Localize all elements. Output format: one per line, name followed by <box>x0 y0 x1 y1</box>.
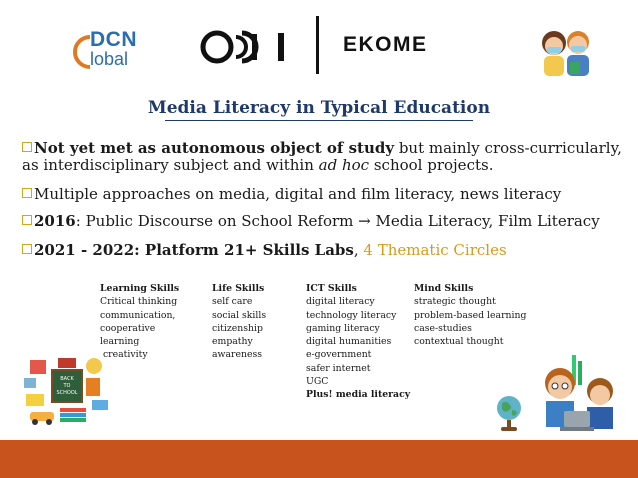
skill-item: strategic thought <box>414 296 496 308</box>
chalkboard-text: TO <box>63 383 71 389</box>
skill-item: digital humanities <box>306 336 392 348</box>
skill-item: safer internet <box>306 362 371 374</box>
bullet-text: Multiple approaches on media, digital and film literacy, news literacy <box>34 185 562 203</box>
ekome-logo: EKOME <box>343 33 428 56</box>
bullet-2021-platform <box>22 242 507 259</box>
checkbox-bullet-icon <box>22 142 32 152</box>
checkbox-bullet-icon <box>22 244 32 254</box>
skill-item: empathy <box>212 336 253 348</box>
skill-item: UGC <box>306 376 329 388</box>
ict-skills-column <box>306 282 410 402</box>
chalkboard-text: SCHOOL <box>56 390 78 396</box>
bullet-bold-text: 2021 - 2022: Platform 21+ Skills Labs <box>34 241 354 259</box>
column-heading: ICT Skills <box>306 283 357 294</box>
skill-item: communication, <box>100 309 176 321</box>
students-at-laptop-illustration <box>530 355 625 433</box>
bullet-2016-reform <box>22 213 600 230</box>
odi-logo <box>200 30 295 64</box>
skill-item: citizenship <box>212 322 263 334</box>
bullet-text: : Public Discourse on School Reform → Media Literacy, Film Literacy <box>75 212 600 230</box>
skill-item: digital literacy <box>306 296 375 308</box>
bullet-highlight: 4 Thematic Circles <box>363 241 507 259</box>
bullet-text-end: school projects. <box>369 156 494 174</box>
chalkboard-text: BACK <box>60 376 74 382</box>
skill-item: e-government <box>306 349 372 361</box>
logo-divider <box>316 16 319 74</box>
skill-item: cooperative <box>100 322 156 334</box>
checkbox-bullet-icon <box>22 188 32 198</box>
skill-item: problem-based learning <box>414 309 527 321</box>
page-title: Media Literacy in Typical Education <box>147 98 491 118</box>
globe-icon <box>494 394 524 432</box>
bullet-bold-text: Not yet met as autonomous object of study <box>34 139 395 157</box>
learning-skills-column <box>100 282 179 362</box>
skill-item: technology literacy <box>306 309 397 321</box>
dcn-logo-line2: lobal <box>90 49 129 69</box>
bullet-italic-text: ad hoc <box>318 156 370 174</box>
kids-with-masks-illustration <box>536 26 598 78</box>
bullet-separator: , <box>353 241 364 259</box>
skill-item-highlight: Plus! media literacy <box>306 389 411 401</box>
bullet-year: 2016 <box>34 212 76 230</box>
skill-item: Critical thinking <box>100 296 178 308</box>
odi-logo-icon <box>200 30 295 64</box>
skill-item: awareness <box>212 349 263 361</box>
column-heading: Learning Skills <box>100 283 180 294</box>
bullet-multiple-approaches <box>22 186 561 203</box>
skill-item: social skills <box>212 309 267 321</box>
skill-item: gaming literacy <box>306 322 380 334</box>
footer-bar <box>0 440 638 478</box>
column-heading: Mind Skills <box>414 283 474 294</box>
dcn-logo-line1: DCN <box>90 28 137 51</box>
skill-item: case-studies <box>414 322 472 334</box>
bullet-text: but mainly cross-curricularly, as interdisciplinary subject and within <box>22 139 622 174</box>
back-to-school-illustration <box>22 356 114 426</box>
checkbox-bullet-icon <box>22 215 32 225</box>
life-skills-column <box>212 282 266 362</box>
mind-skills-column <box>414 282 526 348</box>
skill-item: learning <box>100 336 140 348</box>
skill-item: self care <box>212 296 253 308</box>
dcn-global-logo <box>70 28 160 70</box>
column-heading: Life Skills <box>212 283 265 294</box>
skill-item: creativity <box>100 349 148 361</box>
bullet-autonomous-study <box>22 140 622 174</box>
skill-item: contextual thought <box>414 336 504 348</box>
title-underline <box>165 120 473 121</box>
